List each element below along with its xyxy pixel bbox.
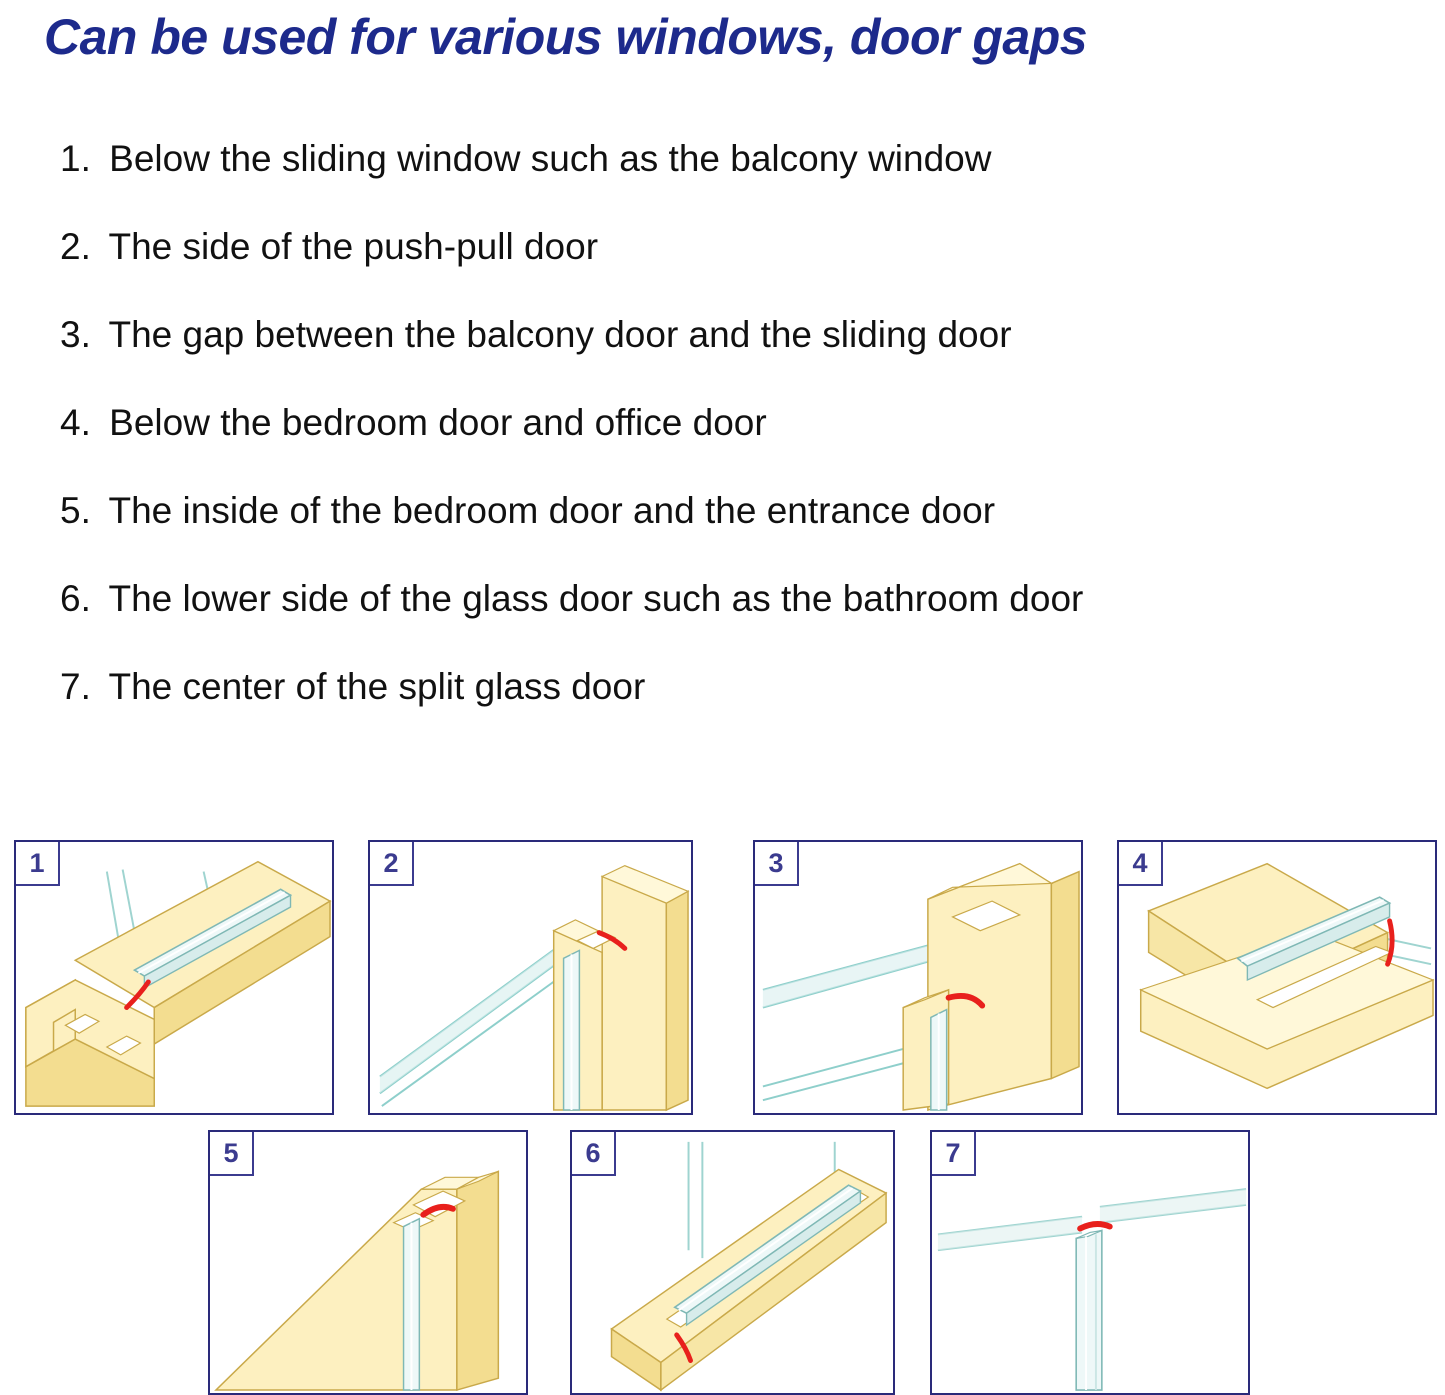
list-item-label: The side of the push-pull door: [108, 226, 599, 267]
figure-push-pull-door-side: [368, 840, 693, 1115]
list-item-number: 2.: [60, 226, 91, 267]
figure-balcony-sliding-door-gap: [753, 840, 1083, 1115]
list-item: [60, 580, 1400, 668]
list-item-number: 6.: [60, 578, 91, 619]
figure-badge: 6: [570, 1130, 616, 1176]
list-item: [60, 228, 1400, 316]
page-title: Can be used for various windows, door gaps: [44, 9, 1088, 65]
figure-bedroom-entrance-door-inside: [208, 1130, 528, 1395]
figure-badge: 3: [753, 840, 799, 886]
list-item-label: The inside of the bedroom door and the entrance door: [108, 490, 996, 531]
figure-badge: 1: [14, 840, 60, 886]
list-item-label: The gap between the balcony door and the sliding door: [108, 314, 1012, 355]
figure-badge: 4: [1117, 840, 1163, 886]
list-item-label: Below the bedroom door and office door: [109, 402, 767, 443]
figure-glass-door-lower-side: [570, 1130, 895, 1395]
list-item-number: 3.: [60, 314, 91, 355]
list-item-label: Below the sliding window such as the balcony window: [109, 138, 992, 179]
list-item-number: 1.: [60, 138, 91, 179]
list-item-number: 4.: [60, 402, 91, 443]
usage-list: [60, 140, 1400, 756]
list-item: [60, 316, 1400, 404]
figure-badge: 2: [368, 840, 414, 886]
list-item: [60, 140, 1400, 228]
list-item-label: The center of the split glass door: [108, 666, 646, 707]
list-item-number: 7.: [60, 666, 91, 707]
figure-sliding-window-track: [14, 840, 334, 1115]
figure-badge: 7: [930, 1130, 976, 1176]
figure-bedroom-office-door-bottom: [1117, 840, 1437, 1115]
list-item-number: 5.: [60, 490, 91, 531]
figure-badge: 5: [208, 1130, 254, 1176]
list-item: [60, 668, 1400, 756]
list-item-label: The lower side of the glass door such as the bathroom door: [108, 578, 1084, 619]
list-item: [60, 404, 1400, 492]
figure-split-glass-door-center: [930, 1130, 1250, 1395]
list-item: [60, 492, 1400, 580]
